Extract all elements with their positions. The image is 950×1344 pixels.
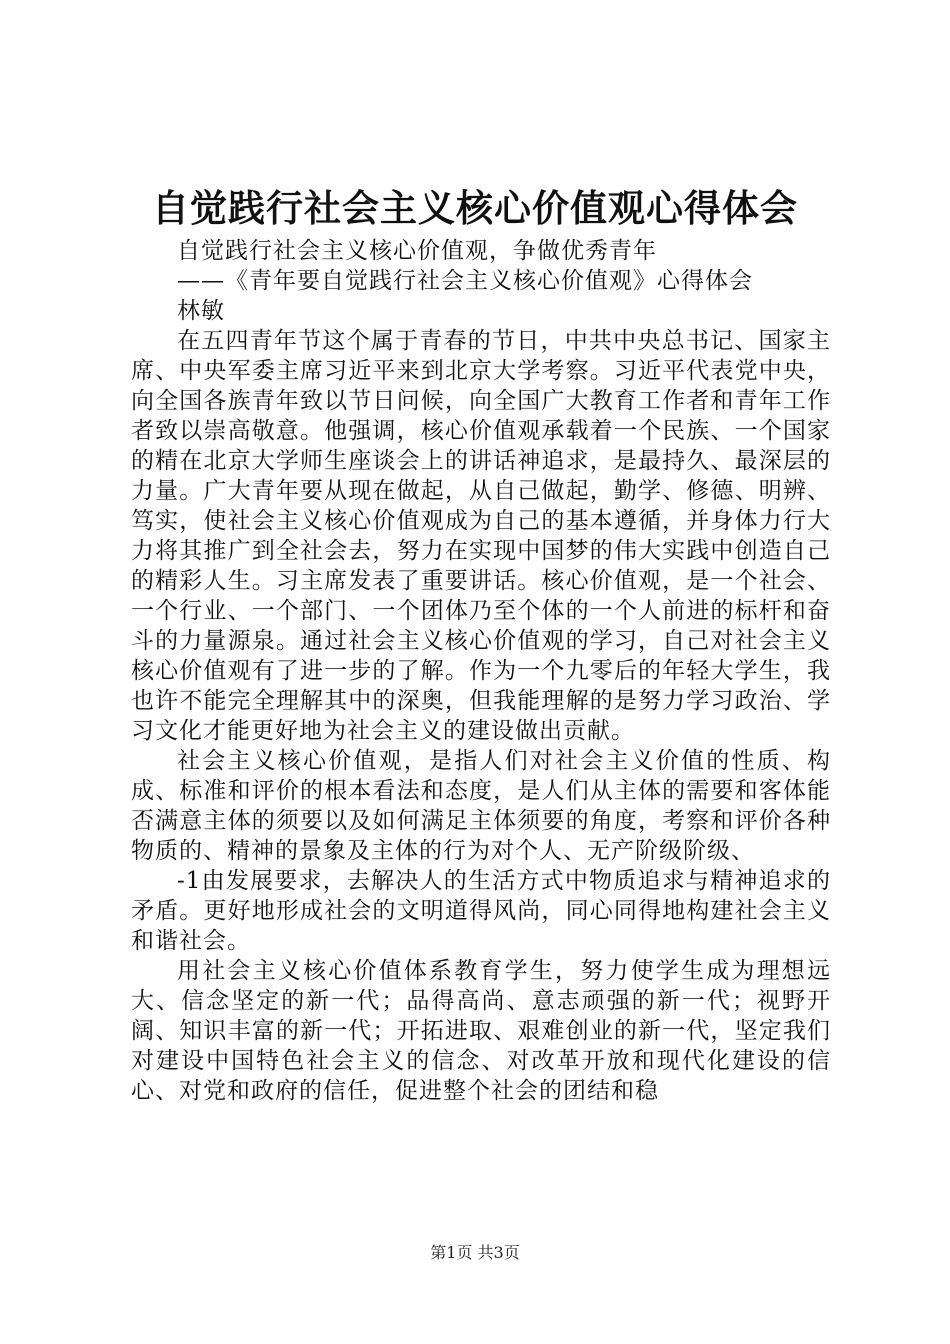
author-name: 林敏 bbox=[177, 298, 225, 324]
document-title: 自觉践行社会主义核心价值观心得体会 bbox=[152, 187, 798, 230]
body-paragraph-2: 社会主义核心价值观，是指人们对社会主义价值的性质、构成、标准和评价的根本看法和态度，是人们从主体的需要和客体能否满意主体的须要以及如何满足主体须要的角度，考察和评价各种物质的、精神的景象及主体的行为对个人、无产阶级阶级、 bbox=[131, 748, 831, 864]
document-body bbox=[131, 236, 831, 1106]
page-number: 第1页 共3页 bbox=[430, 1243, 520, 1262]
source-line: ——《青年要自觉践行社会主义核心价值观》心得体会 bbox=[177, 268, 753, 294]
subtitle: 自觉践行社会主义核心价值观，争做优秀青年 bbox=[177, 238, 657, 264]
body-paragraph-1: 在五四青年节这个属于青春的节日，中共中央总书记、国家主席、中央军委主席习近平来到北京大学考察。习近平代表党中央，向全国各族青年致以节日问候，向全国广大教育工作者和青年工作者致以崇高敬意。他强调，核心价值观承载着一个民族、一个国家的精在北京大学师生座谈会上的讲话神追求，是最持久、最深层的力量。广大青年要从现在做起，从自己做起，勤学、修德、明辨、笃实，使社会主义核心价值观成为自己的基本遵循，并身体力行大力将其推广到全社会去，努力在实现中国梦的伟大实践中创造自己的精彩人生。习主席发表了重要讲话。核心价值观，是一个社会、一个行业、一个部门、一个团体乃至个体的一个人前进的标杆和奋斗的力量源泉。通过社会主义核心价值观的学习，自己对社会主义核心价值观有了进一步的了解。作为一个九零后的年轻大学生，我也许不能完全理解其中的深奥，但我能理解的是努力学习政治、学习文化才能更好地为社会主义的建设做出贡献。 bbox=[131, 328, 831, 744]
body-paragraph-3: -1由发展要求，去解决人的生活方式中物质追求与精神追求的矛盾。更好地形成社会的文明道得风尚，同心同得地构建社会主义和谐社会。 bbox=[131, 868, 831, 954]
body-paragraph-4: 用社会主义核心价值体系教育学生，努力使学生成为理想远大、信念坚定的新一代；品得高尚、意志顽强的新一代；视野开阔、知识丰富的新一代；开拓进取、艰难创业的新一代，坚定我们对建设中国特色社会主义的信念、对改革开放和现代化建设的信心、对党和政府的信任，促进整个社会的团结和稳 bbox=[131, 958, 831, 1104]
